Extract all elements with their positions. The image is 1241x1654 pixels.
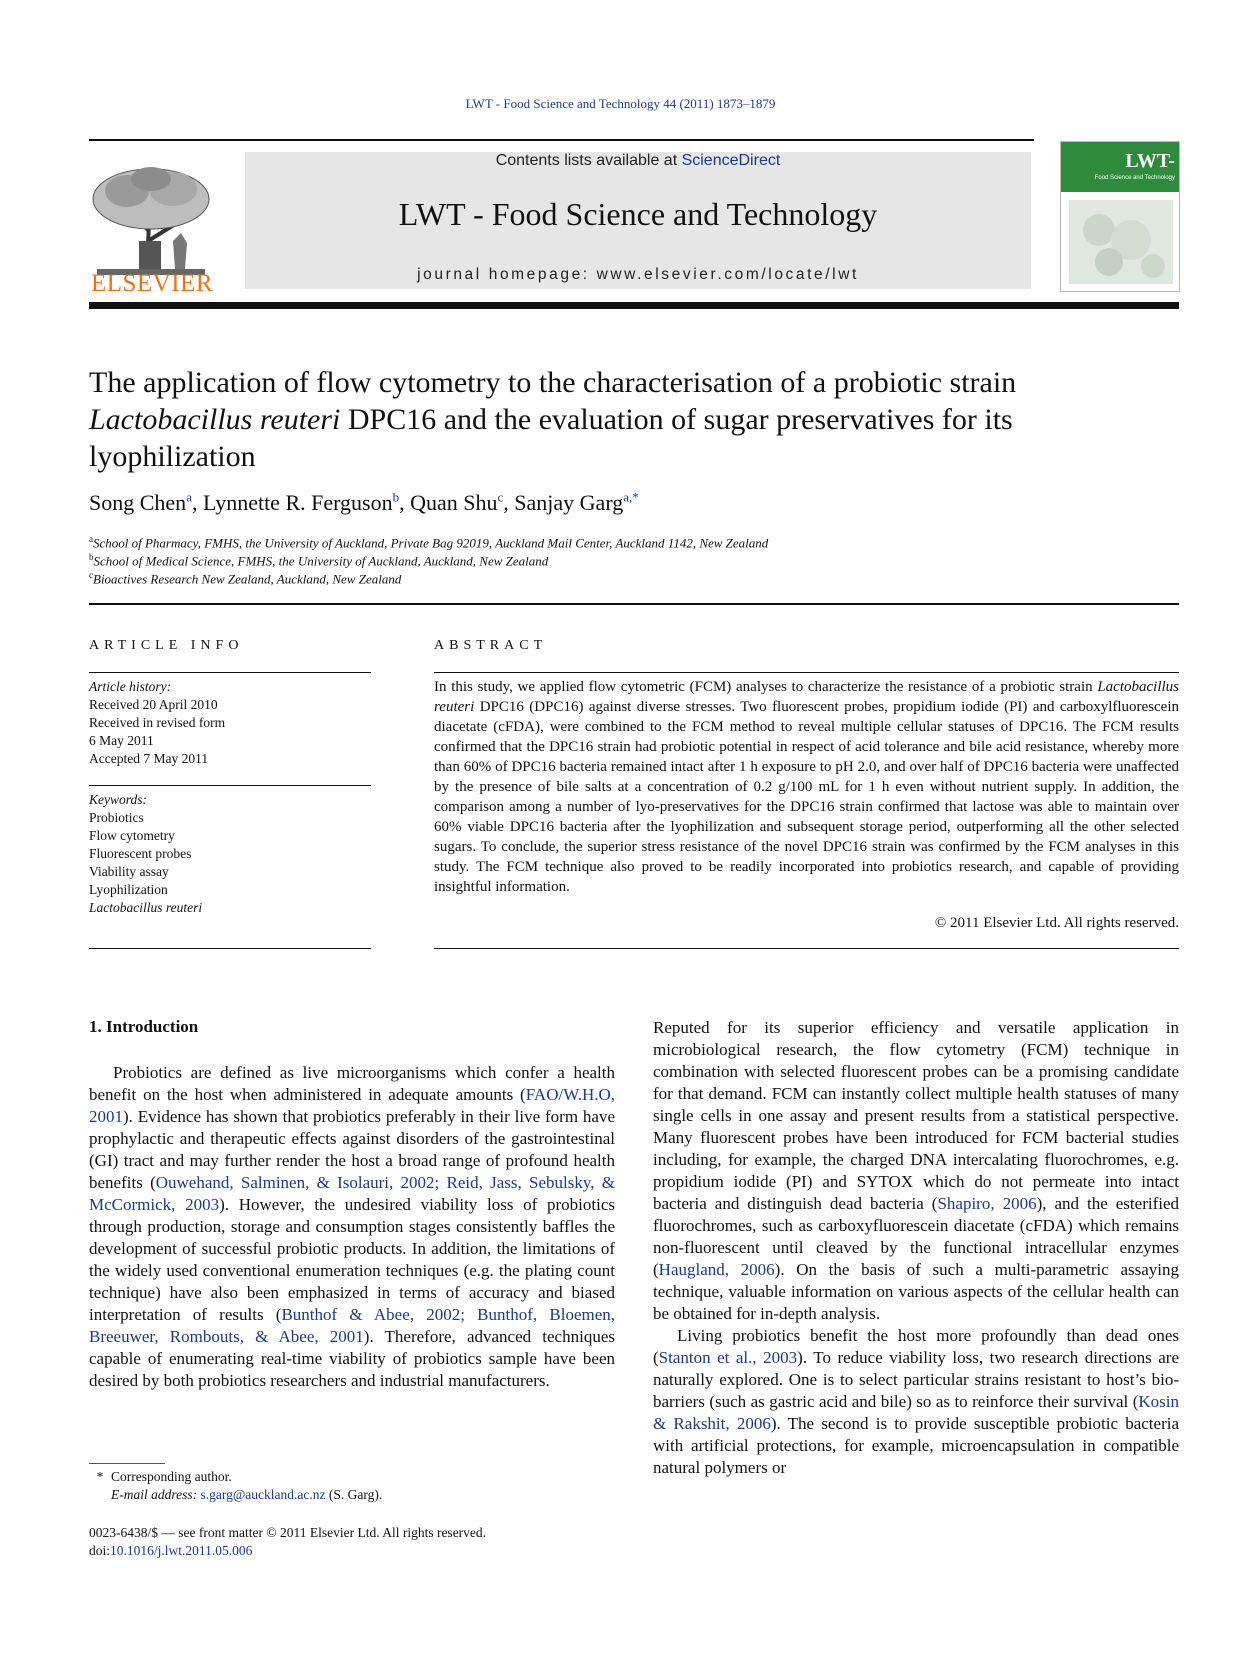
keyword: Probiotics bbox=[89, 810, 144, 825]
keyword: Fluorescent probes bbox=[89, 846, 192, 861]
journal-title: LWT - Food Science and Technology bbox=[398, 196, 878, 232]
info-rule bbox=[89, 672, 371, 673]
affiliation-link[interactable]: a, bbox=[623, 490, 633, 505]
section-rule bbox=[89, 603, 1179, 605]
affiliation-link[interactable]: c bbox=[497, 490, 504, 505]
citation-link[interactable]: Kosin & Rakshit, 2006 bbox=[653, 1392, 1179, 1433]
contents-line: Contents lists available at ScienceDirect bbox=[495, 152, 781, 169]
article-info-heading: ARTICLE INFO bbox=[89, 638, 244, 653]
cover-subtitle: Food Science and Technology bbox=[1094, 175, 1175, 181]
journal-cover bbox=[1060, 141, 1180, 292]
author-email-link[interactable]: s.garg@auckland.ac.nz bbox=[200, 1487, 326, 1502]
intro-right-column bbox=[653, 1017, 1179, 1479]
cover-title: LWT- bbox=[1125, 150, 1175, 172]
info-rule bbox=[89, 785, 371, 786]
header-rule bbox=[89, 139, 1034, 141]
journal-homepage[interactable]: journal homepage: www.elsevier.com/locate/lwt bbox=[417, 266, 859, 283]
citation-link[interactable]: Haugland, 2006 bbox=[658, 1260, 775, 1279]
intro-left-column bbox=[89, 1062, 615, 1392]
citation-link[interactable]: Bunthof & Abee, 2002; Bunthof, Bloemen, Breeuwer, Rombouts, & Abee, 2001 bbox=[89, 1305, 616, 1346]
front-matter-line: 0023-6438/$ — see front matter © 2011 Elsevier Ltd. All rights reserved. bbox=[89, 1525, 487, 1540]
author: Sanjay Garg$^{a,*}$ bbox=[514, 490, 639, 516]
abstract-heading: ABSTRACT bbox=[434, 638, 548, 653]
doi-line: doi:10.1016/j.lwt.2011.05.006 bbox=[89, 1543, 253, 1558]
affiliation-link[interactable]: b bbox=[392, 490, 400, 505]
email-footnote: E-mail address: s.garg@auckland.ac.nz (S. Garg). bbox=[111, 1487, 383, 1502]
article-history: Article history: Received 20 April 2010 Received in revised form 6 May 2011 Accepted 7 May 2011 bbox=[89, 679, 226, 766]
info-rule bbox=[89, 948, 371, 949]
affiliation: $^b$School of Medical Science, FMHS, the University of Auckland, Auckland, New Zealand bbox=[89, 552, 549, 569]
abstract-copyright: © 2011 Elsevier Ltd. All rights reserved. bbox=[934, 915, 1179, 931]
keywords: Keywords: Probiotics Flow cytometry Fluorescent probes Viability assay Lyophilization Lactobacillus reuteri bbox=[89, 792, 203, 915]
header-thick-rule bbox=[89, 302, 1179, 309]
abstract-rule bbox=[434, 948, 1179, 949]
elsevier-wordmark: ELSEVIER bbox=[90, 270, 214, 297]
affiliation-link[interactable]: a bbox=[186, 490, 192, 505]
keyword: Flow cytometry bbox=[89, 828, 175, 843]
sciencedirect-link[interactable]: ScienceDirect bbox=[681, 152, 781, 169]
citation-link[interactable]: FAO/W.H.O, 2001 bbox=[89, 1085, 615, 1126]
section-heading-introduction: 1. Introduction bbox=[89, 1017, 199, 1036]
cover-image bbox=[1069, 200, 1173, 284]
author-list bbox=[89, 490, 639, 516]
journal-citation[interactable]: LWT - Food Science and Technology 44 (2011) 1873–1879 bbox=[465, 96, 776, 111]
keyword: Lyophilization bbox=[89, 882, 168, 897]
abstract-text: In this study, we applied flow cytometric (FCM) analyses to characterize the resistance of a probiotic strain Lactobacillus reuteri DPC16 (DPC16) against diverse stresses. Two fluorescent probes, propidium iodide (PI) and carboxylfluorescein diacetate (cFDA), were combined to the FCM method to reveal multiple cellular statuses of DPC16. The FCM results confirmed that the DPC16 strain had probiotic potential in respect of acid tolerance and bile acid resistance, whereby more than 60% of DPC16 bacteria remained intact after 1 h exposure to pH 2.0, and over half of DPC16 bacteria were unaffected by the presence of bile salts at a concentration of 0.2 g/100 mL for 1 h even without nutrient supply. In addition, the comparison among a number of lyo-preservatives for the DPC16 strain confirmed that lactose was able to maintain over 60% viable DPC16 bacteria after the lyophilization and subsequent storage period, outperforming all the other selected sugars. To conclude, the superior stress resistance of the novel DPC16 strain was confirmed by the FCM analyses in this study. The FCM technique also proved to be readily incorporated into probiotics research, and capable of providing insightful information. bbox=[434, 679, 1179, 895]
footnote-rule bbox=[89, 1463, 165, 1464]
author: Quan Shu$^c$, bbox=[410, 490, 515, 516]
citation-link[interactable]: Ouwehand, Salminen, & Isolauri, 2002; Reid, Jass, Sebulsky, & McCormick, 2003 bbox=[89, 1173, 615, 1214]
intro-paragraph: Reputed for its superior efficiency and versatile application in microbiological research, the flow cytometry (FCM) technique in combination with selected fluorescent probes can be a promising candidate for that demand. FCM can instantly collect multiple health statuses of many single cells in one assay and present results from a statistical perspective. Many fluorescent probes have been introduced for FCM bacterial studies including, for example, the charged DNA intercalating fluorochromes, e.g. propidium iodide (PI) and SYTOX which do not permeate into intact bacteria and distinguish dead bacteria (Shapiro, 2006), and the esterified fluorochromes, such as carboxyfluorescein diacetate (cFDA) which remains non-fluorescent until cleaved by the functional intracellular enzymes (Haugland, 2006). On the basis of such a multi-parametric assaying technique, valuable information on various aspects of the cellular health can be obtained for in-depth analysis. bbox=[653, 1018, 1180, 1323]
affiliation: $^a$School of Pharmacy, FMHS, the University of Auckland, Private Bag 92019, Auckland Mail Center, Auckland 1142, New Zealand bbox=[89, 534, 769, 551]
corresponding-author-mark[interactable]: * bbox=[632, 490, 639, 505]
citation-link[interactable]: Shapiro, 2006 bbox=[937, 1194, 1037, 1213]
corresponding-footnote: * Corresponding author. bbox=[96, 1469, 232, 1484]
keyword: Lactobacillus reuteri bbox=[89, 900, 203, 915]
abstract-rule bbox=[434, 672, 1179, 673]
intro-paragraph: Living probiotics benefit the host more profoundly than dead ones (Stanton et al., 2003). To reduce viability loss, two research directions are naturally explored. One is to select particular strains resistant to host’s bio-barriers (such as gastric acid and bile) so as to reinforce their survival (Kosin & Rakshit, 2006). The second is to provide susceptible probiotic bacteria with artificial protections, for example, microencapsulation in compatible natural polymers or bbox=[653, 1326, 1180, 1477]
author: Song Chen$^a$, bbox=[89, 490, 203, 516]
intro-paragraph: Probiotics are defined as live microorganisms which confer a health benefit on the host when administered in adequate amounts (FAO/W.H.O, 2001). Evidence has shown that probiotics preferably in their live form have prophylactic and therapeutic effects against disorders of the gastrointestinal (GI) tract and may further render the host a broad range of profound health benefits (Ouwehand, Salminen, & Isolauri, 2002; Reid, Jass, Sebulsky, & McCormick, 2003). However, the undesired viability loss of probiotics through production, storage and consumption stages consistently baffles the development of successful probiotic products. In addition, the limitations of the widely used conventional enumeration techniques (e.g. the plating count technique) have also been emphasized in terms of accuracy and biased interpretation of results (Bunthof & Abee, 2002; Bunthof, Bloemen, Breeuwer, Rombouts, & Abee, 2001). Therefore, advanced techniques capable of enumerating real-time viability of probiotics sample have been desired by both probiotics researchers and industrial manufacturers. bbox=[89, 1063, 616, 1390]
citation-link[interactable]: Stanton et al., 2003 bbox=[658, 1348, 798, 1367]
author: Lynnette R. Ferguson$^b$, bbox=[202, 490, 411, 516]
journal-banner bbox=[245, 152, 1031, 289]
doi-link[interactable]: 10.1016/j.lwt.2011.05.006 bbox=[110, 1543, 253, 1558]
affiliation: $^c$Bioactives Research New Zealand, Auckland, New Zealand bbox=[89, 570, 402, 587]
article-title: The application of flow cytometry to the characterisation of a probiotic strain Lactobacillus reuteri DPC16 and the evaluation of sugar preservatives for its lyophilization bbox=[89, 366, 1017, 473]
keyword: Viability assay bbox=[89, 864, 169, 879]
